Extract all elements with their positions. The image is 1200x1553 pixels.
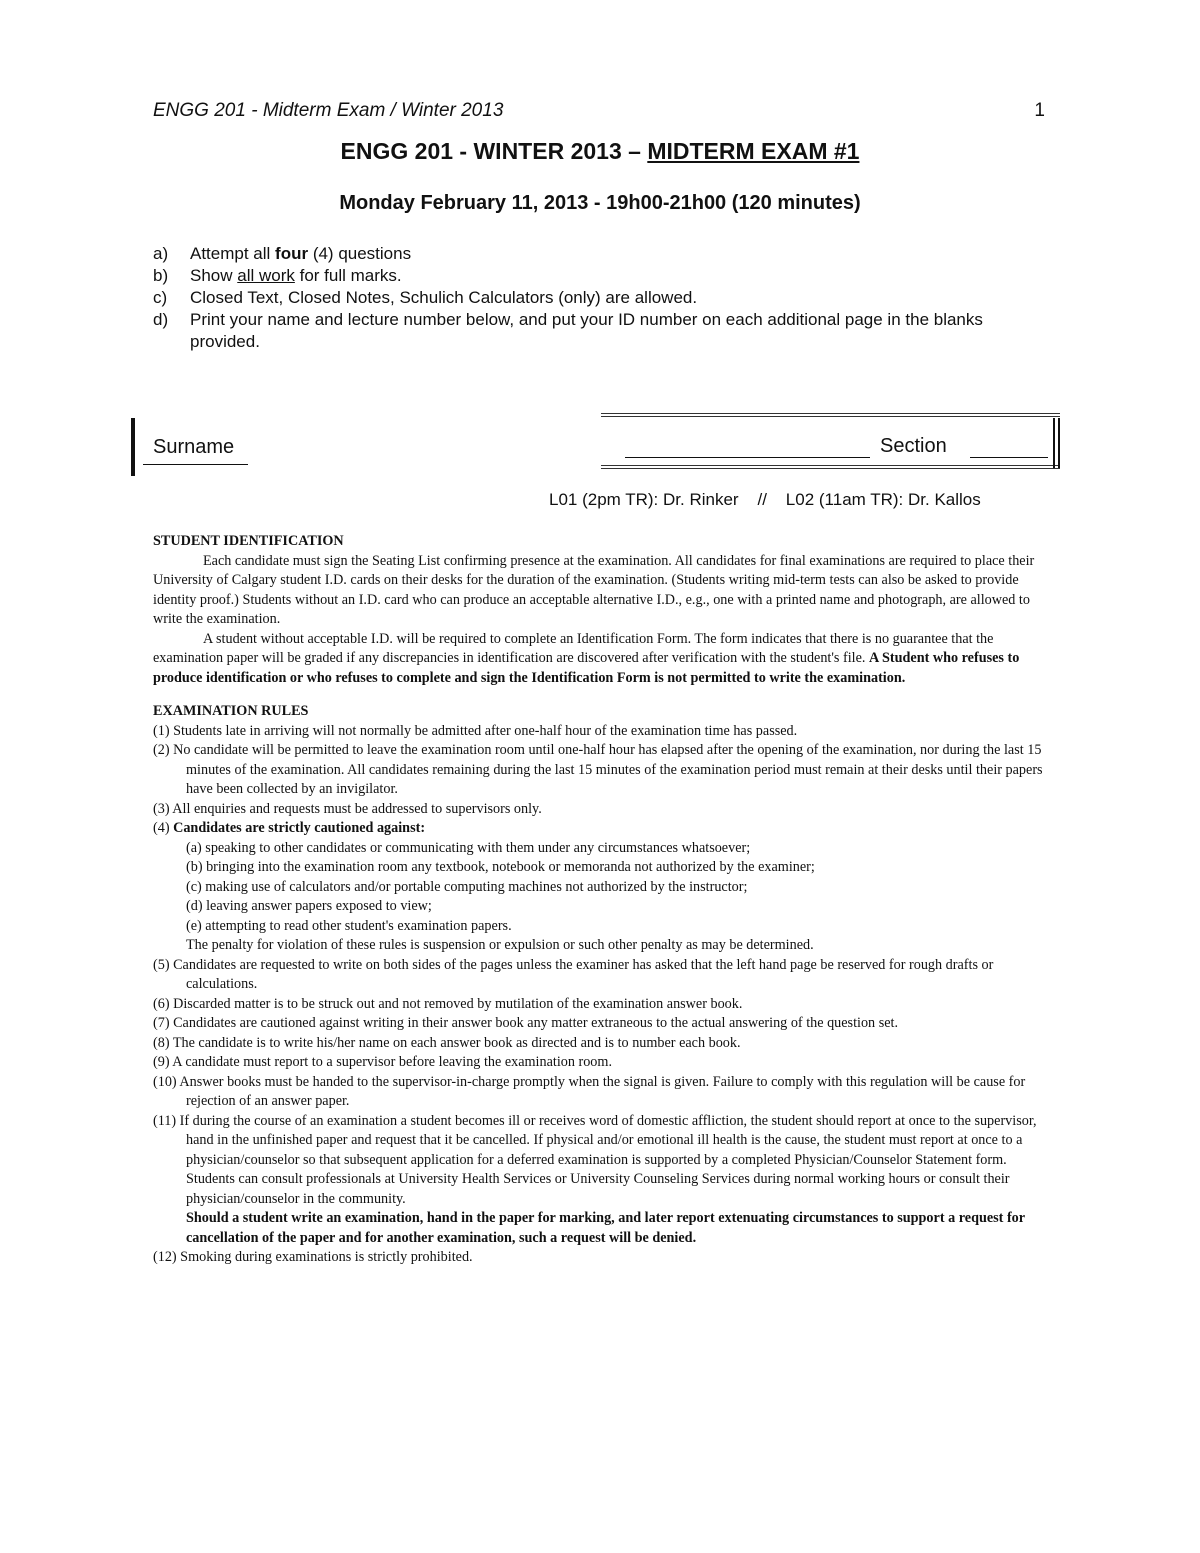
rule-item: (3) All enquiries and requests must be addressed to supervisors only. bbox=[153, 800, 542, 817]
rule-item: (8) The candidate is to write his/her name on each answer book as directed and is to number each book. bbox=[153, 1034, 741, 1051]
instruction-text bbox=[190, 265, 1033, 287]
surname-label: Surname bbox=[153, 436, 235, 458]
rule-item: (5) Candidates are requested to write on both sides of the pages unless the examiner has asked that the left hand page be reserved for rough drafts or calculations. bbox=[153, 956, 994, 992]
instruction-text-post: for full marks. bbox=[294, 266, 402, 285]
surname-blank-line[interactable] bbox=[625, 457, 870, 458]
rules-body bbox=[153, 532, 1043, 1268]
instruction-label: a) bbox=[153, 244, 169, 263]
rule-subitem: (a) speaking to other candidates or communicating with them under any circumstances whatsoever; bbox=[186, 839, 751, 856]
rule-item: (11) If during the course of an examination a student becomes ill or receives word of domestic affliction, the student should report at once to the supervisor, hand in the unfinished paper and request that it be cancelled. If physical and/or emotional ill health is the cause, the student must report at once to a physician/counselor so that subsequent application for a deferred examination is supported by a completed Physician/Counselor Statement form. Students can consult professionals at University Health Services or University Counseling Services during normal working hours or consult their physician/counselor in the community. bbox=[153, 1112, 1037, 1207]
name-entry-box-right-bar bbox=[1053, 418, 1060, 468]
rule-subitem: (c) making use of calculators and/or portable computing machines not authorized by the instructor; bbox=[186, 878, 748, 895]
paragraph-bold-text: A Student who refuses to produce identification or who refuses to complete and sign the Identification Form is not permitted to write the examination. bbox=[153, 650, 1020, 686]
rule-bold-text: Candidates are strictly cautioned against: bbox=[173, 820, 426, 836]
instruction-text: Closed Text, Closed Notes, Schulich Calculators (only) are allowed. bbox=[190, 288, 698, 307]
rule-item: (2) No candidate will be permitted to leave the examination room until one-half hour has elapsed after the opening of the examination, nor during the last 15 minutes of the examination. All candidates remaining during the last 15 minutes of the examination period must remain at their desks until their papers have been collected by an invigilator. bbox=[153, 742, 1043, 797]
instruction-item bbox=[153, 265, 1033, 287]
rule-subitem: (e) attempting to read other student's examination papers. bbox=[186, 917, 512, 934]
instruction-text-bold: four bbox=[275, 244, 309, 263]
rule-item: (1) Students late in arriving will not normally be admitted after one-half hour of the examination time has passed. bbox=[153, 722, 798, 739]
surname-box-left-bar bbox=[131, 418, 135, 476]
rule-item: (7) Candidates are cautioned against writing in their answer book any matter extraneous to the actual answering of the question set. bbox=[153, 1015, 899, 1031]
exam-title-underlined: MIDTERM EXAM #1 bbox=[647, 138, 860, 164]
instruction-text-post: (4) questions bbox=[308, 244, 412, 263]
rule-item: (12) Smoking during examinations is strictly prohibited. bbox=[153, 1249, 473, 1265]
exam-title-prefix: ENGG 201 - WINTER 2013 – bbox=[340, 138, 648, 164]
surname-underline bbox=[143, 464, 248, 465]
section-blank-line[interactable] bbox=[970, 457, 1048, 458]
instruction-text-underlined: all work bbox=[237, 266, 295, 285]
lecture-sections: L01 (2pm TR): Dr. Rinker // L02 (11am TR): Dr. Kallos bbox=[549, 490, 981, 509]
page-number: 1 bbox=[1034, 100, 1045, 121]
instruction-text-pre: Show bbox=[190, 266, 238, 285]
student-identification-paragraph: Each candidate must sign the Seating List confirming presence at the examination. All candidates for final examinations are required to place their University of Calgary student I.D. cards on their desks for the duration of the examination. (Students writing mid-term tests can also be asked to provide identity proof.) Students without an I.D. card who can produce an acceptable alternative I.D., e.g., one with a printed name and photograph, are allowed to write the examination. bbox=[153, 552, 1035, 627]
rule-subitem: (d) leaving answer papers exposed to view; bbox=[186, 898, 432, 914]
rule-item: (9) A candidate must report to a supervisor before leaving the examination room. bbox=[153, 1054, 612, 1070]
instruction-item bbox=[153, 243, 1033, 265]
rule-bold-note: Should a student write an examination, hand in the paper for marking, and later report extenuating circumstances to support a request for cancellation of the paper and for another examination, such a request will be denied. bbox=[186, 1210, 1025, 1246]
instruction-text bbox=[190, 243, 1033, 265]
rule-penalty: The penalty for violation of these rules is suspension or expulsion or such other penalty as may be determined. bbox=[186, 937, 814, 953]
rule-item: (6) Discarded matter is to be struck out and not removed by mutilation of the examination answer book. bbox=[153, 995, 743, 1012]
student-identification-paragraph bbox=[153, 630, 1043, 689]
running-header: ENGG 201 - Midterm Exam / Winter 2013 bbox=[153, 100, 504, 121]
rule-subitem: (b) bringing into the examination room any textbook, notebook or memoranda not authorized by the examiner; bbox=[186, 859, 815, 875]
instruction-item bbox=[153, 309, 1033, 353]
instruction-text: Print your name and lecture number below, and put your ID number on each additional page in the blanks provided. bbox=[190, 310, 983, 351]
examination-rules-heading: EXAMINATION RULES bbox=[153, 703, 309, 719]
instruction-label: c) bbox=[153, 288, 168, 307]
exam-date: Monday February 11, 2013 - 19h00-21h00 (120 minutes) bbox=[339, 192, 861, 214]
instruction-label: b) bbox=[153, 266, 169, 285]
student-identification-heading: STUDENT IDENTIFICATION bbox=[153, 533, 344, 549]
rule-number: (4) bbox=[153, 820, 174, 836]
instruction-text-pre: Attempt all bbox=[190, 244, 276, 263]
rule-item bbox=[153, 819, 1043, 839]
exam-title bbox=[0, 138, 1200, 165]
section-label: Section bbox=[880, 435, 947, 457]
rule-item: (10) Answer books must be handed to the supervisor-in-charge promptly when the signal is given. Failure to comply with this regulation will be cause for rejection of an answer paper. bbox=[153, 1073, 1026, 1109]
paragraph-text: A student without acceptable I.D. will be required to complete an Identification Form. The form indicates that there is no guarantee that the examination paper will be graded if any discrepancies in identification are discovered after verification with the student's file. bbox=[153, 630, 994, 666]
instruction-item bbox=[153, 287, 1033, 309]
instructions-list bbox=[153, 243, 1033, 353]
instruction-label: d) bbox=[153, 310, 169, 329]
name-entry-box[interactable] bbox=[601, 413, 1060, 469]
